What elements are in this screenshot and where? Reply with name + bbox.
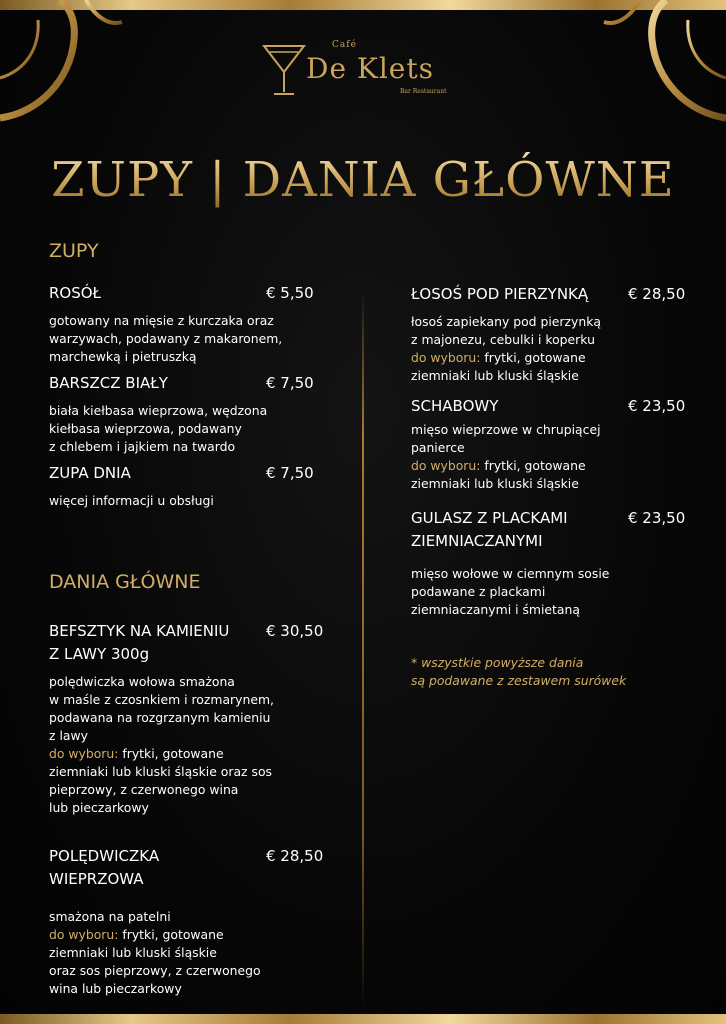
- choice-line: ziemniaki lub kluski śląskie: [49, 945, 217, 960]
- item-name-poledwiczka: [49, 845, 159, 891]
- page-title: ZUPY | DANIA GŁÓWNE: [0, 152, 726, 208]
- item-desc-befsztyk: [49, 673, 274, 817]
- bottom-gold-border: [0, 1014, 726, 1024]
- item-desc-zupa-dnia: [49, 492, 214, 510]
- item-price-rosol: € 5,50: [266, 284, 314, 302]
- choice-line: wina lub pieczarkowy: [49, 981, 182, 996]
- choice-line: ziemniaki lub kluski śląskie oraz sos: [49, 764, 272, 779]
- logo-name-text: De Klets: [306, 52, 434, 85]
- choice-label: do wyboru:: [49, 746, 119, 761]
- desc-line: mięso wieprzowe w chrupiącej: [411, 422, 601, 437]
- name-line: GULASZ Z PLACKAMI: [411, 509, 568, 527]
- name-line: SCHABOWY: [411, 397, 499, 415]
- section-heading-dania-glowne: DANIA GŁÓWNE: [49, 571, 201, 593]
- name-line: ZIEMNIACZANYMI: [411, 532, 543, 550]
- name-line: Z LAWY 300g: [49, 645, 150, 663]
- item-desc-losos: [411, 313, 601, 385]
- desc-line: gotowany na mięsie z kurczaka oraz: [49, 313, 274, 328]
- desc-line: podawane z plackami: [411, 584, 546, 599]
- desc-line: podawana na rozgrzanym kamieniu: [49, 710, 271, 725]
- choice-line: [49, 745, 274, 763]
- desc-line: smażona na patelni: [49, 909, 171, 924]
- choice-line: [411, 457, 601, 475]
- desc-line: polędwiczka wołowa smażona: [49, 674, 235, 689]
- item-name-rosol: ROSÓŁ: [49, 284, 101, 302]
- choice-line: ziemniaki lub kluski śląskie: [411, 476, 579, 491]
- choice-label: do wyboru:: [49, 927, 119, 942]
- choice-text: frytki, gotowane: [484, 458, 586, 473]
- section-heading-zupy: ZUPY: [49, 240, 99, 262]
- item-price-schabowy: € 23,50: [628, 397, 686, 415]
- item-name-schabowy: [411, 395, 498, 418]
- footnote-line: są podawane z zestawem surówek: [411, 673, 627, 688]
- choice-line: pieprzowy, z czerwonego wina: [49, 782, 239, 797]
- choice-line: [49, 926, 261, 944]
- choice-label: do wyboru:: [411, 458, 481, 473]
- desc-line: warzywach, podawany z makaronem,: [49, 331, 283, 346]
- name-line: ŁOSOŚ POD PIERZYNKĄ: [411, 285, 589, 303]
- desc-line: panierce: [411, 440, 465, 455]
- desc-line: z lawy: [49, 728, 88, 743]
- item-name-barszcz: BARSZCZ BIAŁY: [49, 374, 168, 392]
- footnote: [411, 654, 626, 690]
- desc-line: łosoś zapiekany pod pierzynką: [411, 314, 601, 329]
- choice-text: frytki, gotowane: [484, 350, 586, 365]
- name-line: BEFSZTYK NA KAMIENIU: [49, 622, 230, 640]
- item-name-befsztyk: [49, 620, 229, 666]
- choice-line: [411, 349, 601, 367]
- logo-cafe-text: Café: [332, 40, 357, 50]
- item-desc-schabowy: [411, 421, 601, 493]
- choice-label: do wyboru:: [411, 350, 481, 365]
- logo-subtitle-text: Bar Restaurant: [400, 88, 447, 95]
- desc-line: mięso wołowe w ciemnym sosie: [411, 566, 610, 581]
- choice-line: oraz sos pieprzowy, z czerwonego: [49, 963, 261, 978]
- item-desc-poledwiczka: [49, 908, 261, 998]
- right-swirl-ornament-icon: [596, 0, 726, 130]
- item-price-poledwiczka: € 28,50: [266, 847, 324, 865]
- desc-line: z chlebem i jajkiem na twardo: [49, 439, 236, 454]
- footnote-line: * wszystkie powyższe dania: [411, 655, 584, 670]
- item-name-losos: [411, 283, 588, 306]
- item-desc-rosol: [49, 312, 282, 366]
- item-price-gulasz: € 23,50: [628, 509, 686, 527]
- item-price-befsztyk: € 30,50: [266, 622, 324, 640]
- desc-line: z majonezu, cebulki i koperku: [411, 332, 595, 347]
- choice-line: ziemniaki lub kluski śląskie: [411, 368, 579, 383]
- desc-line: więcej informacji u obsługi: [49, 493, 214, 508]
- column-divider: [362, 290, 364, 1010]
- desc-line: marchewką i pietruszką: [49, 349, 197, 364]
- desc-line: biała kiełbasa wieprzowa, wędzona: [49, 403, 268, 418]
- item-price-barszcz: € 7,50: [266, 374, 314, 392]
- item-name-zupa-dnia: ZUPA DNIA: [49, 464, 131, 482]
- item-price-losos: € 28,50: [628, 285, 686, 303]
- desc-line: ziemniaczanymi i śmietaną: [411, 602, 580, 617]
- desc-line: w maśle z czosnkiem i rozmarynem,: [49, 692, 274, 707]
- item-desc-barszcz: [49, 402, 267, 456]
- choice-line: lub pieczarkowy: [49, 800, 149, 815]
- choice-text: frytki, gotowane: [122, 746, 224, 761]
- choice-text: frytki, gotowane: [122, 927, 224, 942]
- left-swirl-ornament-icon: [0, 0, 130, 130]
- name-line: WIEPRZOWA: [49, 870, 144, 888]
- item-price-zupa-dnia: € 7,50: [266, 464, 314, 482]
- desc-line: kiełbasa wieprzowa, podawany: [49, 421, 242, 436]
- name-line: POLĘDWICZKA: [49, 847, 160, 865]
- martini-glass-icon: [262, 42, 306, 98]
- item-desc-gulasz: [411, 565, 609, 619]
- item-name-gulasz: [411, 507, 568, 553]
- restaurant-logo: [262, 38, 472, 100]
